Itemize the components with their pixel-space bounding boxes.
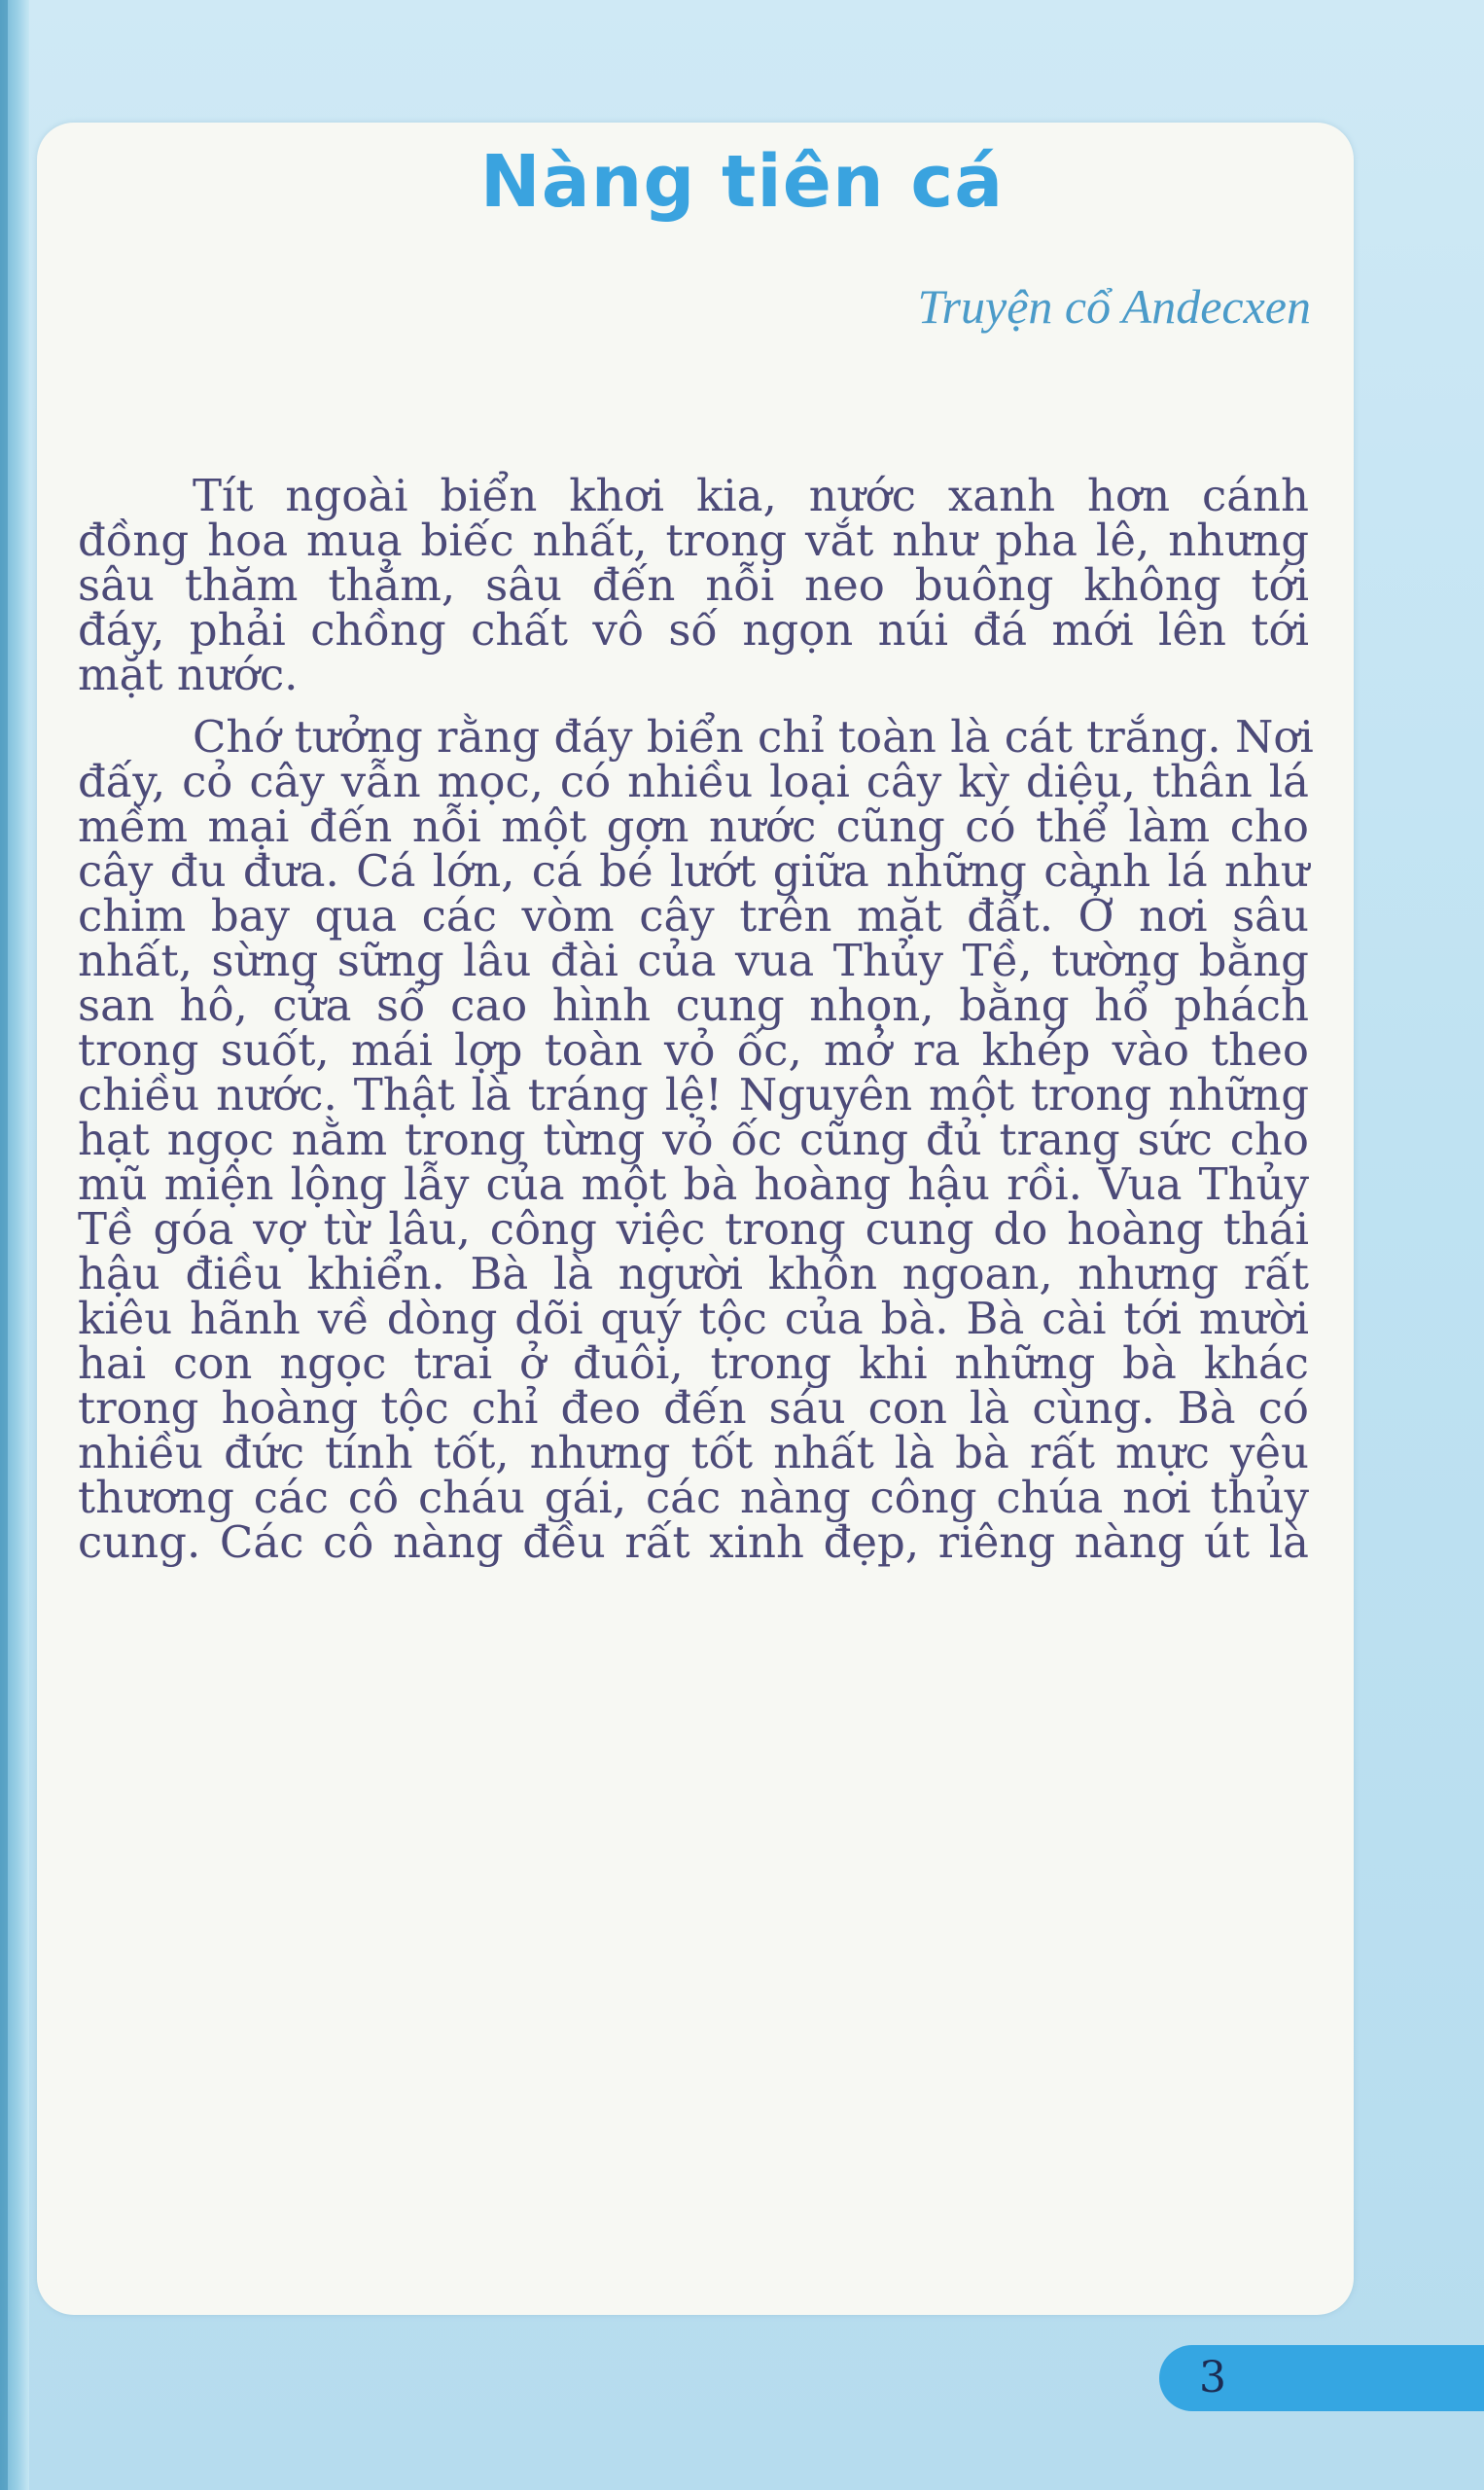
paragraph-2-line-16: trong hoàng tộc chỉ đeo đến sáu con là cùng. Bà có: [78, 1382, 1309, 1434]
story-title: Nàng tiên cá: [479, 140, 1005, 224]
paragraph-2-line-5: chim bay qua các vòm cây trên mặt đất. Ở nơi sâu: [78, 890, 1309, 942]
paragraph-2-line-9: chiều nước. Thật là tráng lệ! Nguyên một trong những: [78, 1069, 1309, 1120]
paragraph-2-line-19: cung. Các cô nàng đều rất xinh đẹp, riêng nàng út là: [78, 1516, 1309, 1568]
paragraph-2-line-12: Tề góa vợ từ lâu, công việc trong cung do hoàng thái: [78, 1203, 1309, 1255]
paragraph-2-line-4: cây đu đưa. Cá lớn, cá bé lướt giữa những cành lá như: [78, 845, 1309, 897]
paragraph-1-line-3: sâu thăm thẳm, sâu đến nỗi neo buông không tới: [78, 559, 1309, 611]
paragraph-1-line-5: mặt nước.: [78, 649, 299, 700]
paragraph-2-line-2: đấy, cỏ cây vẫn mọc, có nhiều loại cây kỳ diệu, thân lá: [78, 756, 1309, 807]
book-spine-edge: [0, 0, 8, 2490]
page-number: 3: [1199, 2353, 1226, 2402]
paragraph-2-line-6: nhất, sừng sững lâu đài của vua Thủy Tề, tường bằng: [78, 935, 1309, 986]
paragraph-2-line-3: mềm mại đến nỗi một gợn nước cũng có thể làm cho: [78, 800, 1309, 852]
paragraph-2-line-15: hai con ngọc trai ở đuôi, trong khi những bà khác: [78, 1337, 1309, 1389]
paragraph-2-line-11: mũ miện lộng lẫy của một bà hoàng hậu rồi. Vua Thủy: [78, 1158, 1309, 1210]
paragraph-2-line-10: hạt ngọc nằm trong từng vỏ ốc cũng đủ trang sức cho: [78, 1114, 1309, 1165]
story-author: Truyện cổ Andecxen: [917, 279, 1311, 334]
paragraph-2-line-8: trong suốt, mái lợp toàn vỏ ốc, mở ra khép vào theo: [78, 1024, 1309, 1076]
paragraph-1-line-2: đồng hoa mua biếc nhất, trong vắt như pha lê, nhưng: [78, 515, 1309, 566]
paragraph-2-line-18: thương các cô cháu gái, các nàng công chúa nơi thủy: [78, 1472, 1309, 1523]
paragraph-2-line-14: kiêu hãnh về dòng dõi quý tộc của bà. Bà cài tới mười: [78, 1293, 1309, 1344]
paragraph-2-line-1: Chớ tưởng rằng đáy biển chỉ toàn là cát trắng. Nơi: [193, 711, 1314, 763]
paragraph-2-line-7: san hô, cửa sổ cao hình cung nhọn, bằng hổ phách: [78, 979, 1309, 1031]
paragraph-2-line-17: nhiều đức tính tốt, nhưng tốt nhất là bà rất mực yêu: [78, 1427, 1309, 1478]
paragraph-1-line-4: đáy, phải chồng chất vô số ngọn núi đá mới lên tới: [78, 604, 1309, 656]
paragraph-2-line-13: hậu điều khiển. Bà là người khôn ngoan, nhưng rất: [78, 1248, 1309, 1299]
paragraph-1-line-1: Tít ngoài biển khơi kia, nước xanh hơn cánh: [193, 470, 1309, 521]
page-number-tab-edge: [1468, 2345, 1484, 2411]
